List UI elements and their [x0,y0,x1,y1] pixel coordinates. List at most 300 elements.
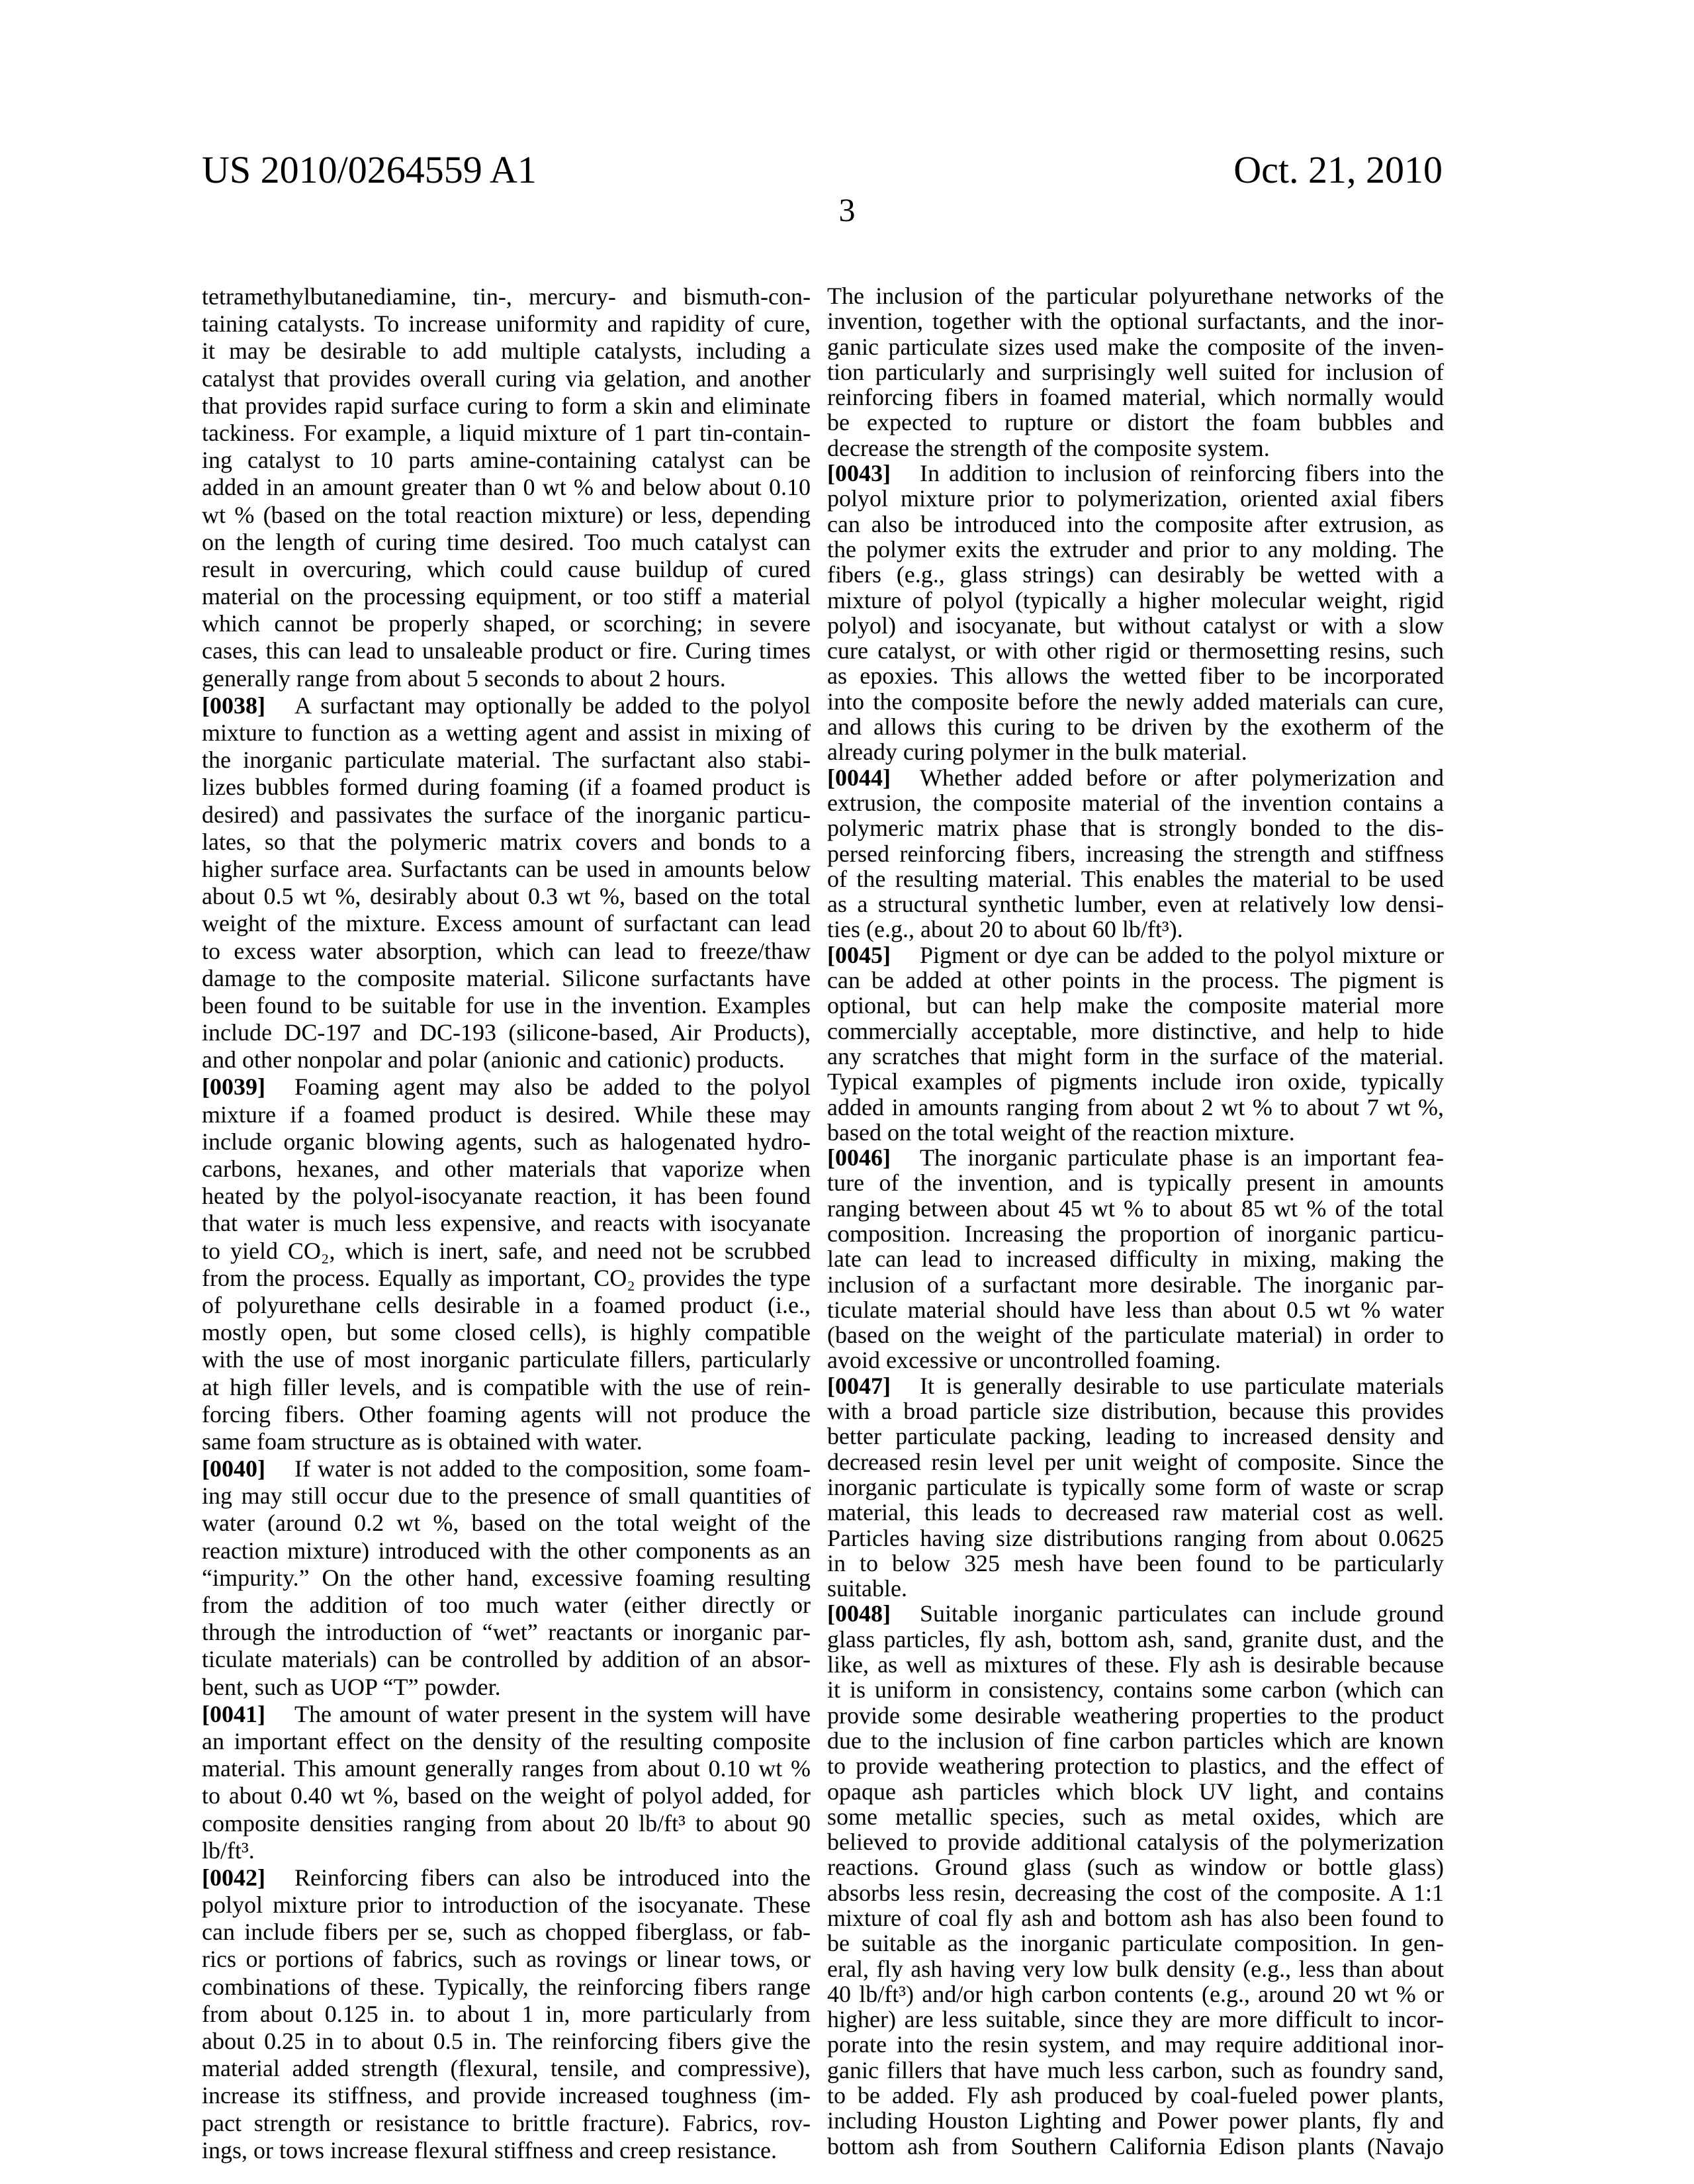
line-text: like, as well as mixtures of these. Fly ash is desirable because [827,1651,1444,1678]
text-line [202,774,811,801]
text-line [202,556,811,583]
text-line [202,1510,811,1537]
text-line [827,1728,1444,1753]
line-text: decrease the strength of the composite system. [827,435,1270,461]
text-line [827,689,1444,714]
text-line [827,739,1444,764]
text-line [827,1449,1444,1475]
paragraph-number: [0038] [202,692,265,719]
text-line [827,2134,1444,2159]
line-text: “impurity.” On the other hand, excessive foaming resulting [202,1565,811,1591]
paragraph-start-line [827,765,1444,790]
line-text: damage to the composite material. Silicone surfactants have [202,965,811,991]
text-line [827,1905,1444,1931]
text-line [202,1346,811,1373]
publication-number: US 2010/0264559 A1 [202,151,537,189]
line-text: absorbs less resin, decreasing the cost of the composite. A 1:1 [827,1880,1444,1906]
line-text: higher) are less suitable, since they are more difficult to incor- [827,2006,1444,2032]
line-text: mixture if a foamed product is desired. While these may [202,1101,811,1128]
text-line [827,1424,1444,1449]
text-line [827,562,1444,587]
line-text: The inclusion of the particular polyurethane networks of the [827,283,1444,309]
line-text: Reinforcing fibers can also be introduced into the [294,1864,811,1891]
text-line [827,1095,1444,1120]
line-text: glass particles, fly ash, bottom ash, sand, granite dust, and the [827,1626,1444,1653]
line-text: about 0.25 in to about 0.5 in. The reinforcing fibers give the [202,2028,811,2054]
text-line [827,714,1444,739]
text-line [202,719,811,747]
line-text: polyol mixture prior to introduction of the isocyanate. These [202,1891,811,1918]
text-line [202,1537,811,1565]
line-text: at high filler levels, and is compatible with the use of rein- [202,1374,811,1400]
text-line [202,1156,811,1183]
page-number: 3 [0,193,1694,226]
paragraph-start-line [827,461,1444,486]
text-line [202,1837,811,1864]
text-line [827,917,1444,942]
text-line [202,1401,811,1428]
text-line [827,283,1444,308]
line-text: to yield CO₂, which is inert, safe, and need not be scrubbed [202,1238,811,1264]
line-text: If water is not added to the composition, some foam- [294,1455,811,1482]
line-text: believed to provide additional catalysis of the polymerization [827,1829,1444,1855]
line-text: opaque ash particles which block UV light, and contains [827,1778,1444,1805]
text-line [202,1101,811,1128]
text-line [202,392,811,420]
line-text: based on the total weight of the reaction mixture. [827,1119,1295,1146]
text-line [202,1319,811,1346]
text-line [827,1475,1444,1500]
line-text: been found to be suitable for use in the invention. Examples [202,992,811,1019]
text-line [827,1525,1444,1551]
paragraph-start-line [202,1455,811,1482]
text-line [827,1196,1444,1221]
text-line [202,1265,811,1292]
text-line [202,1592,811,1619]
text-line [202,1919,811,1946]
text-line [202,1238,811,1265]
text-line [827,891,1444,917]
line-text: lb/ft³. [202,1837,255,1864]
paragraph-number: [0042] [202,1864,265,1891]
line-text: the inorganic particulate material. The surfactant also stabi- [202,747,811,773]
line-text: tackiness. For example, a liquid mixture of 1 part tin-contain- [202,420,811,446]
text-line [202,610,811,637]
line-text: that water is much less expensive, and reacts with isocyanate [202,1210,811,1236]
text-line [202,1674,811,1701]
line-text: some metallic species, such as metal oxides, which are [827,1803,1444,1830]
text-line [202,801,811,829]
line-text: higher surface area. Surfactants can be used in amounts below [202,856,811,882]
line-text: material. This amount generally ranges from about 0.10 wt % [202,1755,811,1782]
text-line [202,1482,811,1510]
text-line [827,1753,1444,1778]
line-text: Typical examples of pigments include iron oxide, typically [827,1068,1444,1095]
text-line [202,365,811,392]
text-line [202,1755,811,1782]
line-text: can also be introduced into the composite after extrusion, as [827,511,1444,537]
line-text: in to below 325 mesh have been found to be particularly [827,1550,1444,1576]
line-text: material on the processing equipment, or too stiff a material [202,583,811,610]
text-line [827,1804,1444,1829]
line-text: which cannot be properly shaped, or scorching; in severe [202,610,811,637]
line-text: Whether added before or after polymerization and [920,764,1444,791]
line-text: combinations of these. Typically, the reinforcing fibers range [202,1974,811,2000]
line-text: be suitable as the inorganic particulate composition. In gen- [827,1930,1444,1956]
line-text: bottom ash from Southern California Edison plants (Navajo [827,2133,1444,2160]
line-text: tion particularly and surprisingly well suited for inclusion of [827,359,1444,385]
text-line [827,1069,1444,1094]
line-text: it may be desirable to add multiple catalysts, including a [202,338,811,364]
text-line [202,910,811,937]
text-line [827,1120,1444,1145]
line-text: result in overcuring, which could cause buildup of cured [202,556,811,582]
line-text: late can lead to increased difficulty in mixing, making the [827,1246,1444,1272]
text-line [827,334,1444,359]
text-line [827,1981,1444,2007]
line-text: to excess water absorption, which can lead to freeze/thaw [202,938,811,964]
line-text: water (around 0.2 wt %, based on the total weight of the [202,1510,811,1536]
paragraph-start-line [202,1701,811,1728]
paragraph-number: [0047] [827,1373,891,1399]
text-line [202,1019,811,1046]
text-line [202,2110,811,2137]
text-line [827,1398,1444,1424]
text-line [827,638,1444,663]
text-line [827,993,1444,1018]
text-line [202,1891,811,1919]
paragraph-start-line [202,1073,811,1101]
text-line [202,1374,811,1401]
text-line [827,385,1444,410]
line-text: added in amounts ranging from about 2 wt % to about 7 wt %, [827,1094,1444,1120]
line-text: that provides rapid surface curing to form a skin and eliminate [202,392,811,419]
text-line [827,866,1444,891]
line-text: provide some desirable weathering properties to the product [827,1702,1444,1729]
line-text: ture of the invention, and is typically present in amounts [827,1169,1444,1196]
text-line [202,529,811,556]
line-text: eral, fly ash having very low bulk density (e.g., less than about [827,1956,1444,1982]
text-line [827,1500,1444,1525]
text-line [202,2082,811,2109]
paragraph-start-line [827,1145,1444,1170]
line-text: ticulate materials) can be controlled by addition of an absor- [202,1646,811,1672]
text-line [827,1829,1444,1854]
line-text: ganic particulate sizes used make the composite of the inven- [827,334,1444,360]
text-line [827,1246,1444,1271]
line-text: suitable. [827,1575,907,1602]
line-text: including Houston Lighting and Power power plants, fly and [827,2107,1444,2134]
text-line [827,663,1444,688]
line-text: reactions. Ground glass (such as window or bottle glass) [827,1854,1444,1880]
line-text: weight of the mixture. Excess amount of surfactant can lead [202,910,811,936]
line-text: Particles having size distributions ranging from about 0.0625 [827,1525,1444,1551]
line-text: from about 0.125 in. to about 1 in, more particularly from [202,2001,811,2027]
line-text: extrusion, the composite material of the invention contains a [827,790,1444,816]
line-text: taining catalysts. To increase uniformity and rapidity of cure, [202,310,811,337]
line-text: composite densities ranging from about 20 lb/ft³ to about 90 [202,1810,811,1837]
line-text: and allows this curing to be driven by the exotherm of the [827,713,1444,740]
text-line [202,1565,811,1592]
paragraph-start-line [202,692,811,719]
line-text: ties (e.g., about 20 to about 60 lb/ft³). [827,916,1183,942]
text-line [202,965,811,992]
line-text: already curing polymer in the bulk material. [827,739,1247,765]
text-line [202,1646,811,1673]
paragraph-number: [0044] [827,764,891,791]
text-line [202,2028,811,2055]
line-text: Suitable inorganic particulates can include ground [920,1600,1444,1627]
line-text: tetramethylbutanediamine, tin-, mercury- and bismuth-con- [202,283,811,310]
line-text: of polyurethane cells desirable in a foamed product (i.e., [202,1292,811,1318]
text-line [827,1576,1444,1601]
paragraph-number: [0045] [827,942,891,968]
line-text: The amount of water present in the system will have [294,1701,811,1727]
text-line [827,486,1444,511]
text-line [827,1652,1444,1677]
line-text: an important effect on the density of the resulting composite [202,1728,811,1754]
line-text: it is uniform in consistency, contains some carbon (which can [827,1676,1444,1703]
line-text: catalyst that provides overall curing via gelation, and another [202,365,811,392]
paragraph-number: [0043] [827,460,891,486]
text-line [827,435,1444,461]
line-text: avoid excessive or uncontrolled foaming. [827,1347,1221,1373]
paragraph-start-line [827,1601,1444,1626]
text-line [202,502,811,529]
paragraph-number: [0040] [202,1455,265,1482]
text-line [827,588,1444,613]
text-line [827,1297,1444,1322]
text-line [202,1046,811,1073]
line-text: can include fibers per se, such as chopped fiberglass, or fab- [202,1919,811,1945]
text-line [827,512,1444,537]
text-line [827,1170,1444,1195]
text-line [827,1677,1444,1702]
text-line [827,1019,1444,1044]
line-text: generally range from about 5 seconds to about 2 hours. [202,665,726,692]
text-line [202,1210,811,1237]
text-line [827,2083,1444,2108]
line-text: polymeric matrix phase that is strongly bonded to the dis- [827,815,1444,841]
text-line [827,841,1444,866]
line-text: polyol mixture prior to polymerization, oriented axial fibers [827,485,1444,512]
text-line [827,1044,1444,1069]
text-line [202,2055,811,2082]
text-line [202,338,811,365]
line-text: through the introduction of “wet” reactants or inorganic par- [202,1619,811,1645]
text-line [202,447,811,474]
line-text: pact strength or resistance to brittle fracture). Fabrics, rov- [202,2110,811,2136]
text-line [202,1810,811,1837]
line-text: to about 0.40 wt %, based on the weight of polyol added, for [202,1782,811,1809]
line-text: ing catalyst to 10 parts amine-containing catalyst can be [202,447,811,473]
text-line [202,474,811,501]
line-text: due to the inclusion of fine carbon particles which are known [827,1727,1444,1754]
line-text: forcing fibers. Other foaming agents will not produce the [202,1401,811,1428]
text-line [202,665,811,692]
paragraph-start-line [202,1864,811,1891]
line-text: cure catalyst, or with other rigid or thermosetting resins, such [827,637,1444,664]
text-line [202,283,811,310]
line-text: increase its stiffness, and provide increased toughness (im- [202,2082,811,2109]
line-text: mixture to function as a wetting agent and assist in mixing of [202,719,811,746]
text-line [202,1428,811,1455]
line-text: mixture of polyol (typically a higher molecular weight, rigid [827,587,1444,614]
text-line [202,1782,811,1809]
paragraph-number: [0046] [827,1144,891,1171]
line-text: It is generally desirable to use particulate materials [920,1373,1444,1399]
text-line [827,537,1444,562]
text-line [827,1551,1444,1576]
line-text: reaction mixture) introduced with the other components as an [202,1537,811,1564]
text-line [827,2108,1444,2133]
text-line [202,420,811,447]
text-line [202,1292,811,1319]
text-column-right [827,283,1444,2159]
paragraph-start-line [827,1373,1444,1398]
line-text: Pigment or dye can be added to the polyol mixture or [920,942,1444,968]
line-text: inclusion of a surfactant more desirable. The inorganic par- [827,1271,1444,1298]
text-line [827,1703,1444,1728]
text-line [827,1854,1444,1880]
line-text: In addition to inclusion of reinforcing fibers into the [920,460,1444,486]
line-text: desired) and passivates the surface of the inorganic particu- [202,801,811,828]
text-line [202,1946,811,1973]
line-text: fibers (e.g., glass strings) can desirably be wetted with a [827,561,1444,588]
line-text: and other nonpolar and polar (anionic and cationic) products. [202,1046,785,1073]
line-text: mixture of coal fly ash and bottom ash has also been found to [827,1905,1444,1931]
text-line [202,747,811,774]
paragraph-number: [0039] [202,1073,265,1100]
line-text: the polymer exits the extruder and prior to any molding. The [827,536,1444,563]
line-text: bent, such as UOP “T” powder. [202,1674,501,1700]
line-text: of the resulting material. This enables the material to be used [827,866,1444,892]
line-text: heated by the polyol-isocyanate reaction, it has been found [202,1183,811,1209]
text-line [202,310,811,338]
line-text: with the use of most inorganic particulate fillers, particularly [202,1346,811,1373]
line-text: about 0.5 wt %, desirably about 0.3 wt %, based on the total [202,883,811,909]
text-line [827,359,1444,385]
line-text: ings, or tows increase flexural stiffness and creep resistance. [202,2137,777,2163]
text-line [827,1272,1444,1297]
text-line [202,2001,811,2028]
line-text: 40 lb/ft³) and/or high carbon contents (e.g., around 20 wt % or [827,1981,1444,2007]
line-text: composition. Increasing the proportion of inorganic particu- [827,1220,1444,1247]
text-line [827,308,1444,334]
line-text: reinforcing fibers in foamed material, which normally would [827,384,1444,410]
text-line [827,410,1444,435]
line-text: commercially acceptable, more distinctive, and help to hide [827,1018,1444,1044]
text-line [202,1619,811,1646]
text-line [827,2032,1444,2057]
line-text: cases, this can lead to unsaleable product or fire. Curing times [202,637,811,664]
text-line [202,2137,811,2164]
text-line [827,790,1444,815]
line-text: A surfactant may optionally be added to the polyol [294,692,811,719]
line-text: same foam structure as is obtained with water. [202,1428,643,1455]
text-line [827,2007,1444,2032]
line-text: optional, but can help make the composite material more [827,992,1444,1019]
line-text: material, this leads to decreased raw material cost as well. [827,1499,1444,1525]
line-text: from the addition of too much water (either directly or [202,1592,811,1618]
text-line [202,1728,811,1755]
line-text: into the composite before the newly added materials can cure, [827,688,1444,715]
text-line [827,613,1444,638]
line-text: polyol) and isocyanate, but without catalyst or with a slow [827,612,1444,639]
line-text: persed reinforcing fibers, increasing the strength and stiffness [827,841,1444,867]
text-line [827,1779,1444,1804]
text-column-left [202,283,811,2164]
line-text: material added strength (flexural, tensile, and compressive), [202,2055,811,2081]
line-text: on the length of curing time desired. Too much catalyst can [202,529,811,555]
line-text: include DC-197 and DC-193 (silicone-based, Air Products), [202,1019,811,1046]
text-line [202,856,811,883]
text-line [827,815,1444,841]
text-line [827,1347,1444,1373]
publication-date: Oct. 21, 2010 [1233,151,1443,189]
line-text: with a broad particle size distribution, because this provides [827,1398,1444,1424]
text-line [202,992,811,1019]
text-line [202,1128,811,1156]
line-text: better particulate packing, leading to increased density and [827,1423,1444,1449]
line-text: inorganic particulate is typically some form of waste or scrap [827,1474,1444,1500]
line-text: lates, so that the polymeric matrix covers and bonds to a [202,829,811,855]
text-line [202,938,811,965]
paragraph-start-line [827,942,1444,968]
text-line [827,1880,1444,1905]
line-text: added in an amount greater than 0 wt % and below about 0.10 [202,474,811,500]
line-text: ticulate material should have less than about 0.5 wt % water [827,1297,1444,1323]
line-text: ranging between about 45 wt % to about 85 wt % of the total [827,1195,1444,1222]
line-text: any scratches that might form in the surface of the material. [827,1043,1444,1069]
text-line [827,2058,1444,2083]
line-text: wt % (based on the total reaction mixture) or less, depending [202,502,811,528]
line-text: porate into the resin system, and may require additional inor- [827,2031,1444,2058]
line-text: to provide weathering protection to plastics, and the effect of [827,1752,1444,1779]
line-text: carbons, hexanes, and other materials that vaporize when [202,1156,811,1182]
text-line [202,637,811,664]
line-text: decreased resin level per unit weight of composite. Since the [827,1449,1444,1475]
line-text: as a structural synthetic lumber, even at relatively low densi- [827,891,1444,917]
text-line [202,1183,811,1210]
text-line [827,1322,1444,1347]
line-text: ganic fillers that have much less carbon, such as foundry sand, [827,2057,1444,2083]
line-text: rics or portions of fabrics, such as rovings or linear tows, or [202,1946,811,1972]
paragraph-number: [0041] [202,1701,265,1727]
text-line [202,1974,811,2001]
line-text: include organic blowing agents, such as halogenated hydro- [202,1128,811,1155]
line-text: from the process. Equally as important, CO₂ provides the type [202,1265,811,1291]
text-line [202,829,811,856]
line-text: as epoxies. This allows the wetted fiber to be incorporated [827,662,1444,689]
text-line [827,1931,1444,1956]
line-text: invention, together with the optional surfactants, and the inor- [827,308,1444,334]
line-text: be expected to rupture or distort the foam bubbles and [827,409,1444,435]
text-line [202,883,811,910]
line-text: mostly open, but some closed cells), is highly compatible [202,1319,811,1345]
line-text: lizes bubbles formed during foaming (if a foamed product is [202,774,811,800]
line-text: can be added at other points in the process. The pigment is [827,967,1444,993]
line-text: to be added. Fly ash produced by coal-fueled power plants, [827,2082,1444,2109]
text-line [827,1956,1444,1981]
line-text: ing may still occur due to the presence of small quantities of [202,1482,811,1509]
line-text: Foaming agent may also be added to the polyol [294,1073,811,1100]
text-line [827,968,1444,993]
paragraph-number: [0048] [827,1600,891,1627]
text-line [202,583,811,610]
text-line [827,1221,1444,1246]
text-line [827,1627,1444,1652]
